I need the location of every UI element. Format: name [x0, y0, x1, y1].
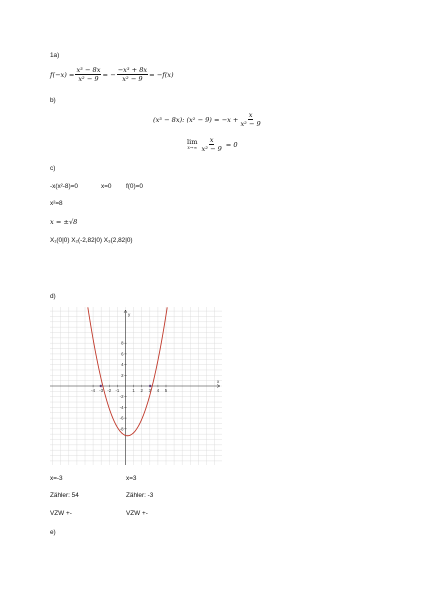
eq-1a-rhs: = −f(x)	[149, 70, 174, 79]
x-tick-label: 4	[156, 388, 160, 393]
eq-1a-mid: = −	[102, 70, 116, 79]
fraction-1-numerator: x³ − 8x	[76, 66, 101, 74]
x-tick-label: 1	[132, 388, 135, 393]
division-denominator: x² − 9	[240, 120, 261, 128]
d-col2-line3: VZW +-	[126, 510, 148, 517]
root-point	[100, 385, 102, 387]
label-1a: 1a)	[50, 52, 60, 59]
d-col1-line2: Zähler: 54	[50, 492, 79, 499]
limit-fraction	[200, 136, 222, 153]
division-text: (x³ − 8x): (x² − 9) = −x +	[153, 115, 239, 124]
x-tick-label: 5	[164, 388, 168, 393]
lim-subscript: x→∞	[187, 146, 198, 151]
graph-axes	[50, 310, 220, 465]
root-point	[149, 385, 151, 387]
x-tick-label: -1	[115, 388, 120, 393]
label-e: e)	[50, 529, 56, 536]
c-line3: x = ±√8	[50, 218, 78, 226]
x-axis-label: x	[217, 379, 220, 384]
equation-1a	[50, 66, 174, 83]
label-c: c)	[50, 165, 56, 172]
d-col1-line1: x=-3	[50, 475, 63, 482]
function-graph	[50, 307, 222, 465]
x-tick-label: -4	[91, 388, 96, 393]
fraction-2-denominator: x² − 9	[122, 75, 143, 83]
fraction-1	[75, 66, 101, 83]
lim-word: lim	[187, 138, 198, 146]
y-tick-label: 4	[121, 362, 124, 368]
fraction-2-numerator: −x³ + 8x	[117, 66, 148, 74]
division-fraction	[239, 111, 261, 128]
c-line1-a: -x(x²-8)=0	[50, 183, 78, 190]
y-tick-label: 6	[121, 351, 124, 357]
y-tick-label: -2	[119, 394, 124, 400]
y-tick-label: -4	[119, 404, 124, 410]
x-tick-label: 3	[148, 388, 151, 393]
x-tick-label: 2	[140, 388, 143, 393]
fraction-2	[117, 66, 149, 83]
equation-limit	[187, 136, 238, 153]
x-tick-label: -3	[99, 388, 104, 393]
eq-1a-lhs: f(−x) =	[50, 70, 75, 79]
d-col2-line1: x=3	[126, 475, 137, 482]
x-tick-label: -2	[107, 388, 112, 393]
y-tick-label: -8	[119, 426, 124, 432]
limit-denominator: x² − 9	[201, 145, 222, 153]
d-col2-line2: Zähler: -3	[126, 492, 154, 499]
limit-operator	[187, 138, 197, 151]
graph-curve	[88, 307, 167, 435]
c-roots: X₁(0|0) X₂(-2,82|0) X₃(2,82|0)	[50, 237, 133, 244]
y-axis-label: y	[128, 312, 131, 317]
d-col1-line3: VZW +-	[50, 510, 72, 517]
limit-numerator: x	[209, 136, 214, 144]
c-line1-c: f(0)=0	[126, 183, 143, 190]
c-line1-b: x=0	[101, 183, 112, 190]
fraction-1-denominator: x² − 9	[78, 75, 99, 83]
c-line2: x²=8	[50, 200, 63, 207]
y-tick-label: 8	[121, 340, 124, 346]
limit-result: = 0	[225, 140, 238, 149]
y-tick-label: 2	[121, 372, 124, 378]
equation-division	[153, 111, 263, 128]
label-d: d)	[50, 293, 56, 300]
label-b: b)	[50, 97, 56, 104]
y-tick-label: -6	[119, 415, 124, 421]
division-numerator: x	[248, 111, 253, 119]
